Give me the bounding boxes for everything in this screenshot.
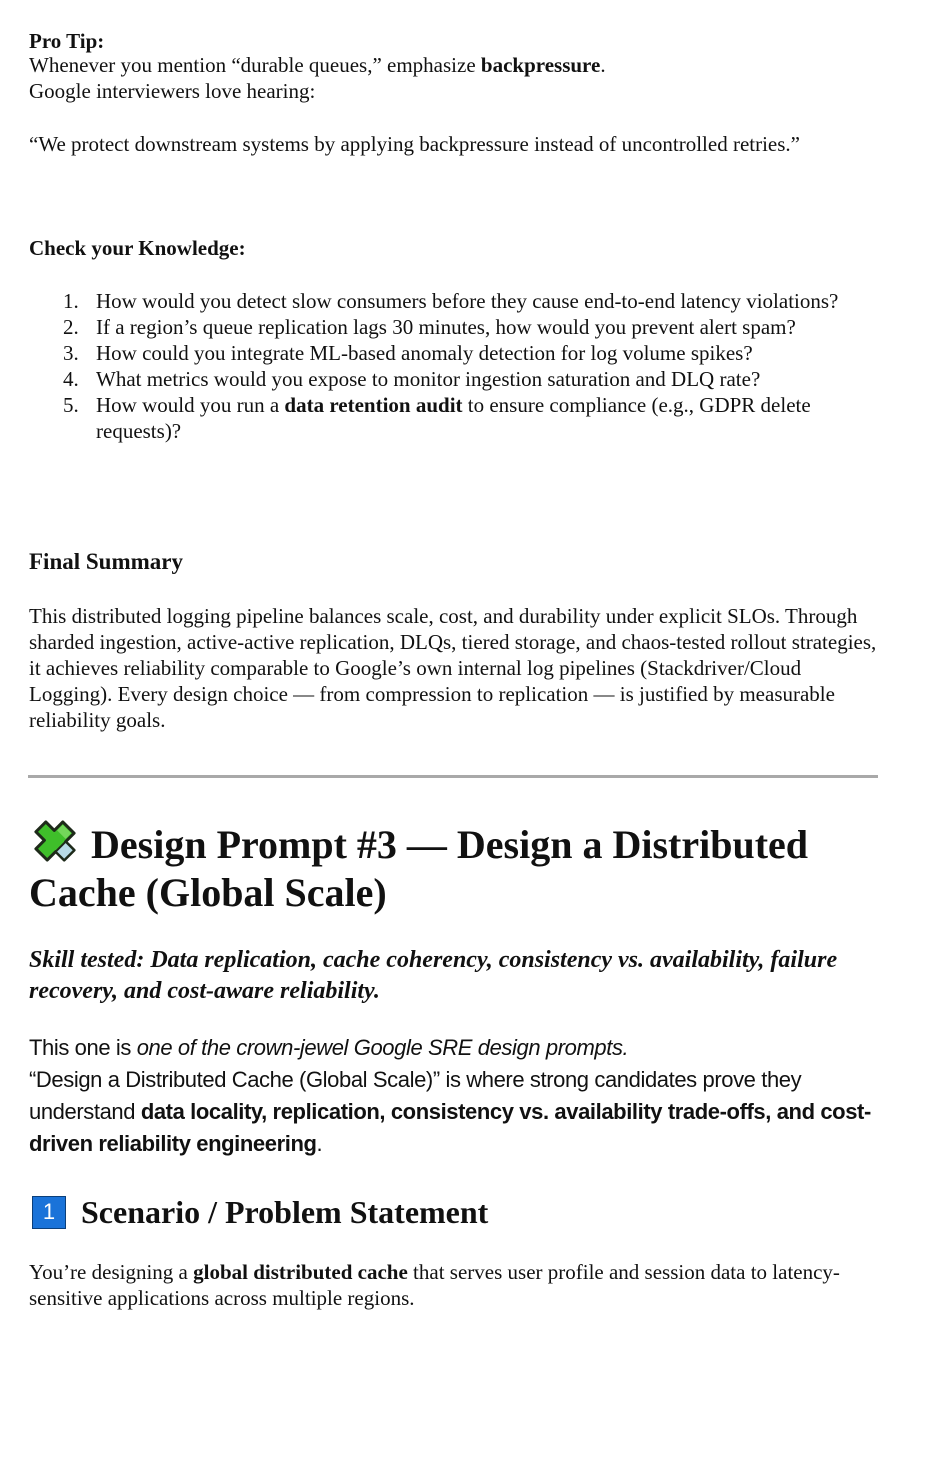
design-prompt-title <box>29 818 909 917</box>
design-prompt-title-text: Design Prompt #3 — Design a Distributed Cache (Global Scale) <box>29 822 809 915</box>
scenario-text: You’re designing a <box>29 1260 194 1284</box>
question-item <box>29 366 889 392</box>
question-text-start: How would you run a <box>96 393 285 417</box>
pro-tip-quote: “We protect downstream systems by applying backpressure instead of uncontrolled retries.” <box>29 132 800 156</box>
final-summary-body: This distributed logging pipeline balances scale, cost, and durability under explicit SLOs. Through sharded ingestion, active-active replication, DLQs, tiered storage, and chaos-tested rollout strategies, it achieves reliability comparable to Google’s own internal log pipelines (Stackdriver/Cloud Logging). Every design choice — from compression to replication — is justified by measurable reliability goals. <box>29 604 877 732</box>
question-item <box>29 288 889 314</box>
question-text-end: to ensure compliance (e.g., GDPR delete requests)? <box>96 393 811 443</box>
check-knowledge-heading: Check your Knowledge: <box>29 236 246 260</box>
pro-tip-emphasis: backpressure <box>480 53 601 77</box>
puzzle-piece-icon <box>29 818 81 864</box>
question-item <box>29 314 889 340</box>
question-text: If a region’s queue replication lags 30 minutes, how would you prevent alert spam? <box>96 315 796 339</box>
scenario-title: Scenario / Problem Statement <box>81 1194 489 1230</box>
question-item <box>29 392 889 444</box>
intro-emphasis: data locality, replication, consistency vs. availability trade-offs, and cost-driven reliability engineering <box>29 1099 871 1156</box>
intro-text-2: “Design a Distributed Cache (Global Scale)” is where strong candidates prove they understand <box>29 1067 802 1124</box>
question-list <box>29 288 889 444</box>
scenario-emphasis: global distributed cache <box>193 1260 408 1284</box>
question-number: 5. <box>63 393 79 417</box>
scenario-heading <box>32 1192 488 1232</box>
question-text: What metrics would you expose to monitor ingestion saturation and DLQ rate? <box>96 367 761 391</box>
intro-italic: one of the crown-jewel Google SRE design prompts. <box>136 1035 629 1060</box>
intro-line-2 <box>29 1064 889 1160</box>
question-text: How could you integrate ML-based anomaly detection for log volume spikes? <box>96 341 753 365</box>
question-item <box>29 340 889 366</box>
intro-text-end: . <box>316 1131 323 1156</box>
question-number: 4. <box>63 367 79 391</box>
question-emphasis: data retention audit <box>284 393 463 417</box>
pro-tip-text-2: Google interviewers love hearing: <box>29 79 316 103</box>
number-badge-icon: 1 <box>32 1196 66 1229</box>
question-number: 1. <box>63 289 79 313</box>
final-summary-heading: Final Summary <box>29 549 183 574</box>
scenario-body <box>29 1259 889 1311</box>
pro-tip-heading: Pro Tip: <box>29 29 105 53</box>
section-divider <box>28 775 878 778</box>
question-number: 2. <box>63 315 79 339</box>
intro-text: This one is <box>29 1035 137 1060</box>
pro-tip-text <box>29 52 606 78</box>
question-number: 3. <box>63 341 79 365</box>
question-text: How would you detect slow consumers before they cause end-to-end latency violations? <box>96 289 839 313</box>
pro-tip-text-end: . <box>600 53 606 77</box>
skill-tested: Skill tested: Data replication, cache coherency, consistency vs. availability, failure recovery, and cost-aware reliability. <box>29 947 838 1004</box>
intro-line-1 <box>29 1032 889 1064</box>
scenario-text-end: that serves user profile and session data to latency-sensitive applications across multiple regions. <box>29 1260 840 1310</box>
pro-tip-text-start: Whenever you mention “durable queues,” emphasize <box>29 53 481 77</box>
design-prompt-intro <box>29 1032 889 1160</box>
